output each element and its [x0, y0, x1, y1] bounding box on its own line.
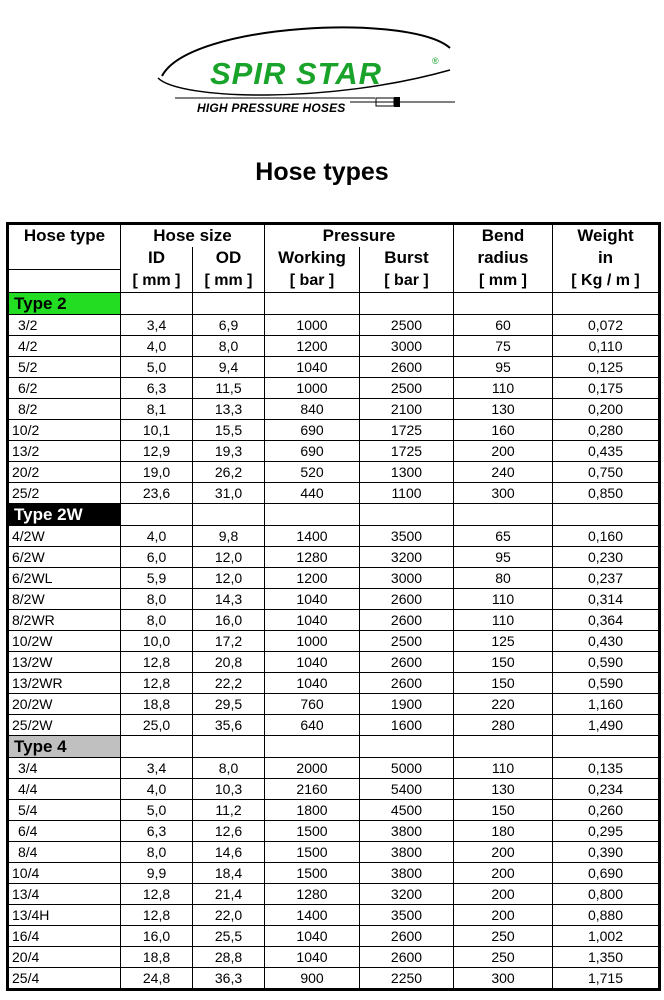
cell-bend-radius: 110 [454, 610, 553, 631]
cell-id: 6,0 [121, 547, 193, 568]
section-empty-cell [553, 504, 660, 526]
table-row [8, 968, 660, 990]
cell-id: 12,8 [121, 652, 193, 673]
table-row [8, 800, 660, 821]
cell-hose-type: 13/4H [8, 905, 121, 926]
cell-burst-pressure: 3800 [360, 863, 454, 884]
cell-bend-radius: 130 [454, 399, 553, 420]
section-empty-cell [360, 736, 454, 758]
section-empty-cell [360, 293, 454, 315]
table-row [8, 947, 660, 968]
header-radius: radius [454, 247, 553, 270]
cell-burst-pressure: 1100 [360, 483, 454, 504]
cell-bend-radius: 110 [454, 378, 553, 399]
cell-hose-type: 5/2 [8, 357, 121, 378]
cell-bend-radius: 300 [454, 968, 553, 990]
cell-weight: 1,160 [553, 694, 660, 715]
cell-weight: 0,390 [553, 842, 660, 863]
unit-id: [ mm ] [121, 270, 193, 293]
cell-burst-pressure: 3200 [360, 884, 454, 905]
cell-weight: 0,135 [553, 758, 660, 779]
cell-od: 12,6 [193, 821, 265, 842]
cell-hose-type: 25/2W [8, 715, 121, 736]
section-label: Type 4 [8, 736, 121, 758]
cell-bend-radius: 150 [454, 673, 553, 694]
cell-working-pressure: 1040 [265, 652, 360, 673]
cell-hose-type: 6/2 [8, 378, 121, 399]
table-row [8, 462, 660, 483]
cell-bend-radius: 110 [454, 758, 553, 779]
cell-hose-type: 6/2W [8, 547, 121, 568]
table-row [8, 863, 660, 884]
cell-hose-type: 8/4 [8, 842, 121, 863]
cell-weight: 0,590 [553, 673, 660, 694]
cell-weight: 0,237 [553, 568, 660, 589]
cell-hose-type: 6/2WL [8, 568, 121, 589]
cell-bend-radius: 150 [454, 652, 553, 673]
cell-weight: 0,800 [553, 884, 660, 905]
table-row [8, 842, 660, 863]
table-row [8, 694, 660, 715]
cell-bend-radius: 200 [454, 905, 553, 926]
cell-burst-pressure: 3000 [360, 568, 454, 589]
cell-hose-type: 8/2W [8, 589, 121, 610]
cell-od: 36,3 [193, 968, 265, 990]
cell-hose-type: 8/2 [8, 399, 121, 420]
table-row [8, 589, 660, 610]
table-row [8, 547, 660, 568]
header-row-1 [8, 224, 660, 248]
cell-hose-type: 16/4 [8, 926, 121, 947]
logo-tagline: HIGH PRESSURE HOSES [197, 101, 346, 115]
cell-od: 9,4 [193, 357, 265, 378]
cell-od: 6,9 [193, 315, 265, 336]
cell-weight: 0,690 [553, 863, 660, 884]
section-header-row [8, 504, 660, 526]
cell-hose-type: 4/4 [8, 779, 121, 800]
header-hose-size: Hose size [121, 224, 265, 248]
registered-mark: ® [432, 56, 439, 66]
cell-bend-radius: 75 [454, 336, 553, 357]
table-row [8, 357, 660, 378]
table-row [8, 399, 660, 420]
cell-hose-type: 10/4 [8, 863, 121, 884]
cell-od: 21,4 [193, 884, 265, 905]
cell-hose-type: 25/2 [8, 483, 121, 504]
cell-working-pressure: 1400 [265, 905, 360, 926]
cell-working-pressure: 1280 [265, 547, 360, 568]
cell-id: 24,8 [121, 968, 193, 990]
cell-working-pressure: 1000 [265, 378, 360, 399]
table-row [8, 420, 660, 441]
cell-od: 8,0 [193, 758, 265, 779]
cell-bend-radius: 250 [454, 947, 553, 968]
cell-burst-pressure: 2600 [360, 610, 454, 631]
cell-working-pressure: 1200 [265, 568, 360, 589]
cell-id: 18,8 [121, 694, 193, 715]
cell-hose-type: 6/4 [8, 821, 121, 842]
cell-weight: 1,715 [553, 968, 660, 990]
cell-bend-radius: 150 [454, 800, 553, 821]
cell-bend-radius: 200 [454, 863, 553, 884]
section-empty-cell [553, 293, 660, 315]
cell-weight: 0,435 [553, 441, 660, 462]
cell-burst-pressure: 1600 [360, 715, 454, 736]
unit-od: [ mm ] [193, 270, 265, 293]
cell-working-pressure: 1040 [265, 357, 360, 378]
cell-hose-type: 20/4 [8, 947, 121, 968]
cell-weight: 0,125 [553, 357, 660, 378]
cell-burst-pressure: 1725 [360, 420, 454, 441]
cell-working-pressure: 1040 [265, 947, 360, 968]
cell-weight: 0,230 [553, 547, 660, 568]
cell-id: 3,4 [121, 758, 193, 779]
cell-working-pressure: 2160 [265, 779, 360, 800]
cell-working-pressure: 900 [265, 968, 360, 990]
table-row [8, 336, 660, 357]
cell-burst-pressure: 2500 [360, 315, 454, 336]
cell-id: 3,4 [121, 315, 193, 336]
cell-id: 25,0 [121, 715, 193, 736]
cell-hose-type: 13/4 [8, 884, 121, 905]
section-empty-cell [265, 736, 360, 758]
cell-id: 4,0 [121, 779, 193, 800]
cell-hose-type: 25/4 [8, 968, 121, 990]
cell-hose-type: 13/2WR [8, 673, 121, 694]
table-row [8, 631, 660, 652]
cell-hose-type: 5/4 [8, 800, 121, 821]
section-empty-cell [454, 293, 553, 315]
section-empty-cell [193, 736, 265, 758]
cell-weight: 1,490 [553, 715, 660, 736]
cell-od: 17,2 [193, 631, 265, 652]
cell-weight: 0,295 [553, 821, 660, 842]
table-row [8, 652, 660, 673]
cell-hose-type: 3/2 [8, 315, 121, 336]
cell-working-pressure: 690 [265, 420, 360, 441]
cell-burst-pressure: 3500 [360, 526, 454, 547]
cell-od: 31,0 [193, 483, 265, 504]
section-empty-cell [265, 293, 360, 315]
cell-working-pressure: 1040 [265, 673, 360, 694]
cell-burst-pressure: 3800 [360, 842, 454, 863]
cell-od: 28,8 [193, 947, 265, 968]
cell-bend-radius: 250 [454, 926, 553, 947]
cell-burst-pressure: 2600 [360, 926, 454, 947]
cell-bend-radius: 60 [454, 315, 553, 336]
cell-working-pressure: 1500 [265, 821, 360, 842]
cell-od: 13,3 [193, 399, 265, 420]
cell-working-pressure: 1040 [265, 589, 360, 610]
cell-working-pressure: 440 [265, 483, 360, 504]
cell-od: 29,5 [193, 694, 265, 715]
cell-hose-type: 20/2W [8, 694, 121, 715]
cell-hose-type: 3/4 [8, 758, 121, 779]
cell-burst-pressure: 2600 [360, 673, 454, 694]
cell-weight: 0,160 [553, 526, 660, 547]
logo-brand-text: SPIR STAR [210, 56, 383, 91]
cell-burst-pressure: 2600 [360, 589, 454, 610]
cell-od: 16,0 [193, 610, 265, 631]
table-row [8, 315, 660, 336]
cell-id: 16,0 [121, 926, 193, 947]
section-empty-cell [360, 504, 454, 526]
cell-working-pressure: 690 [265, 441, 360, 462]
cell-working-pressure: 1040 [265, 926, 360, 947]
cell-working-pressure: 1000 [265, 315, 360, 336]
cell-od: 22,0 [193, 905, 265, 926]
cell-working-pressure: 1000 [265, 631, 360, 652]
cell-id: 9,9 [121, 863, 193, 884]
cell-id: 8,1 [121, 399, 193, 420]
cell-burst-pressure: 3000 [360, 336, 454, 357]
cell-working-pressure: 760 [265, 694, 360, 715]
cell-id: 12,8 [121, 905, 193, 926]
cell-od: 14,3 [193, 589, 265, 610]
cell-id: 8,0 [121, 589, 193, 610]
cell-od: 9,8 [193, 526, 265, 547]
header-pressure: Pressure [265, 224, 454, 248]
spir-star-logo [150, 18, 470, 128]
cell-bend-radius: 95 [454, 547, 553, 568]
table-row [8, 905, 660, 926]
table-row [8, 884, 660, 905]
cell-id: 19,0 [121, 462, 193, 483]
cell-weight: 0,314 [553, 589, 660, 610]
cell-od: 12,0 [193, 547, 265, 568]
cell-id: 12,8 [121, 884, 193, 905]
cell-burst-pressure: 1300 [360, 462, 454, 483]
cell-burst-pressure: 3200 [360, 547, 454, 568]
cell-burst-pressure: 1900 [360, 694, 454, 715]
cell-weight: 0,850 [553, 483, 660, 504]
header-in: in [553, 247, 660, 270]
cell-od: 26,2 [193, 462, 265, 483]
cell-od: 25,5 [193, 926, 265, 947]
table-row [8, 441, 660, 462]
table-row [8, 758, 660, 779]
cell-id: 23,6 [121, 483, 193, 504]
header-bend: Bend [454, 224, 553, 248]
header-id: ID [121, 247, 193, 270]
unit-burst: [ bar ] [360, 270, 454, 293]
cell-id: 10,1 [121, 420, 193, 441]
cell-od: 19,3 [193, 441, 265, 462]
cell-od: 12,0 [193, 568, 265, 589]
cell-burst-pressure: 2500 [360, 631, 454, 652]
table-row [8, 926, 660, 947]
cell-id: 8,0 [121, 610, 193, 631]
cell-burst-pressure: 2600 [360, 947, 454, 968]
cell-weight: 0,234 [553, 779, 660, 800]
cell-bend-radius: 200 [454, 842, 553, 863]
cell-burst-pressure: 2600 [360, 652, 454, 673]
cell-weight: 1,350 [553, 947, 660, 968]
cell-hose-type: 13/2W [8, 652, 121, 673]
cell-bend-radius: 180 [454, 821, 553, 842]
cell-od: 14,6 [193, 842, 265, 863]
section-empty-cell [454, 736, 553, 758]
cell-id: 12,9 [121, 441, 193, 462]
header-weight: Weight [553, 224, 660, 248]
cell-id: 5,0 [121, 357, 193, 378]
section-empty-cell [193, 293, 265, 315]
section-empty-cell [121, 736, 193, 758]
unit-working: [ bar ] [265, 270, 360, 293]
cell-working-pressure: 1400 [265, 526, 360, 547]
header-units-row [8, 270, 660, 293]
cell-burst-pressure: 4500 [360, 800, 454, 821]
cell-bend-radius: 65 [454, 526, 553, 547]
cell-weight: 1,002 [553, 926, 660, 947]
cell-burst-pressure: 1725 [360, 441, 454, 462]
cell-working-pressure: 1500 [265, 842, 360, 863]
header-burst: Burst [360, 247, 454, 270]
cell-weight: 0,364 [553, 610, 660, 631]
cell-bend-radius: 280 [454, 715, 553, 736]
cell-working-pressure: 520 [265, 462, 360, 483]
section-empty-cell [121, 293, 193, 315]
cell-id: 6,3 [121, 378, 193, 399]
cell-bend-radius: 240 [454, 462, 553, 483]
cell-weight: 0,590 [553, 652, 660, 673]
cell-od: 15,5 [193, 420, 265, 441]
section-header-row [8, 736, 660, 758]
cell-working-pressure: 640 [265, 715, 360, 736]
cell-bend-radius: 200 [454, 884, 553, 905]
section-header-row [8, 293, 660, 315]
cell-od: 8,0 [193, 336, 265, 357]
header-working: Working [265, 247, 360, 270]
cell-bend-radius: 300 [454, 483, 553, 504]
cell-burst-pressure: 2250 [360, 968, 454, 990]
unit-bend: [ mm ] [454, 270, 553, 293]
cell-id: 4,0 [121, 526, 193, 547]
cell-od: 18,4 [193, 863, 265, 884]
cell-burst-pressure: 5000 [360, 758, 454, 779]
cell-burst-pressure: 5400 [360, 779, 454, 800]
cell-working-pressure: 1200 [265, 336, 360, 357]
cell-burst-pressure: 3500 [360, 905, 454, 926]
section-empty-cell [553, 736, 660, 758]
cell-burst-pressure: 2100 [360, 399, 454, 420]
cell-od: 35,6 [193, 715, 265, 736]
cell-od: 11,2 [193, 800, 265, 821]
cell-working-pressure: 840 [265, 399, 360, 420]
table-row [8, 526, 660, 547]
table-row [8, 610, 660, 631]
cell-bend-radius: 130 [454, 779, 553, 800]
cell-hose-type: 8/2WR [8, 610, 121, 631]
header-od: OD [193, 247, 265, 270]
cell-weight: 0,260 [553, 800, 660, 821]
cell-id: 10,0 [121, 631, 193, 652]
cell-working-pressure: 1280 [265, 884, 360, 905]
table-row [8, 779, 660, 800]
page-title: Hose types [255, 158, 389, 186]
unit-weight: [ Kg / m ] [553, 270, 660, 293]
table-row [8, 483, 660, 504]
cell-bend-radius: 95 [454, 357, 553, 378]
cell-id: 5,9 [121, 568, 193, 589]
table-row [8, 821, 660, 842]
cell-burst-pressure: 2600 [360, 357, 454, 378]
section-label: Type 2W [8, 504, 121, 526]
cell-working-pressure: 1500 [265, 863, 360, 884]
cell-od: 10,3 [193, 779, 265, 800]
cell-bend-radius: 160 [454, 420, 553, 441]
cell-burst-pressure: 3800 [360, 821, 454, 842]
cell-weight: 0,072 [553, 315, 660, 336]
cell-weight: 0,430 [553, 631, 660, 652]
cell-hose-type: 4/2W [8, 526, 121, 547]
table-row [8, 568, 660, 589]
cell-working-pressure: 1800 [265, 800, 360, 821]
section-label: Type 2 [8, 293, 121, 315]
section-empty-cell [121, 504, 193, 526]
cell-bend-radius: 80 [454, 568, 553, 589]
table-row [8, 673, 660, 694]
cell-bend-radius: 220 [454, 694, 553, 715]
cell-working-pressure: 2000 [265, 758, 360, 779]
cell-working-pressure: 1040 [265, 610, 360, 631]
cell-weight: 0,880 [553, 905, 660, 926]
cell-hose-type: 13/2 [8, 441, 121, 462]
section-empty-cell [265, 504, 360, 526]
header-empty-cell [8, 270, 121, 293]
cell-id: 5,0 [121, 800, 193, 821]
cell-bend-radius: 110 [454, 589, 553, 610]
header-empty-cell [8, 247, 121, 270]
cell-id: 18,8 [121, 947, 193, 968]
cell-burst-pressure: 2500 [360, 378, 454, 399]
header-hose-type: Hose type [8, 224, 121, 248]
cell-id: 12,8 [121, 673, 193, 694]
hose-types-table [6, 222, 661, 991]
header-row-2 [8, 247, 660, 270]
cell-od: 22,2 [193, 673, 265, 694]
cell-hose-type: 20/2 [8, 462, 121, 483]
cell-weight: 0,750 [553, 462, 660, 483]
cell-id: 4,0 [121, 336, 193, 357]
cell-id: 8,0 [121, 842, 193, 863]
cell-od: 20,8 [193, 652, 265, 673]
cell-bend-radius: 125 [454, 631, 553, 652]
cell-bend-radius: 200 [454, 441, 553, 462]
cell-weight: 0,175 [553, 378, 660, 399]
cell-hose-type: 10/2 [8, 420, 121, 441]
cell-hose-type: 4/2 [8, 336, 121, 357]
section-empty-cell [454, 504, 553, 526]
table-row [8, 378, 660, 399]
cell-weight: 0,280 [553, 420, 660, 441]
cell-weight: 0,200 [553, 399, 660, 420]
cell-od: 11,5 [193, 378, 265, 399]
cell-weight: 0,110 [553, 336, 660, 357]
cell-hose-type: 10/2W [8, 631, 121, 652]
section-empty-cell [193, 504, 265, 526]
table-row [8, 715, 660, 736]
cell-id: 6,3 [121, 821, 193, 842]
